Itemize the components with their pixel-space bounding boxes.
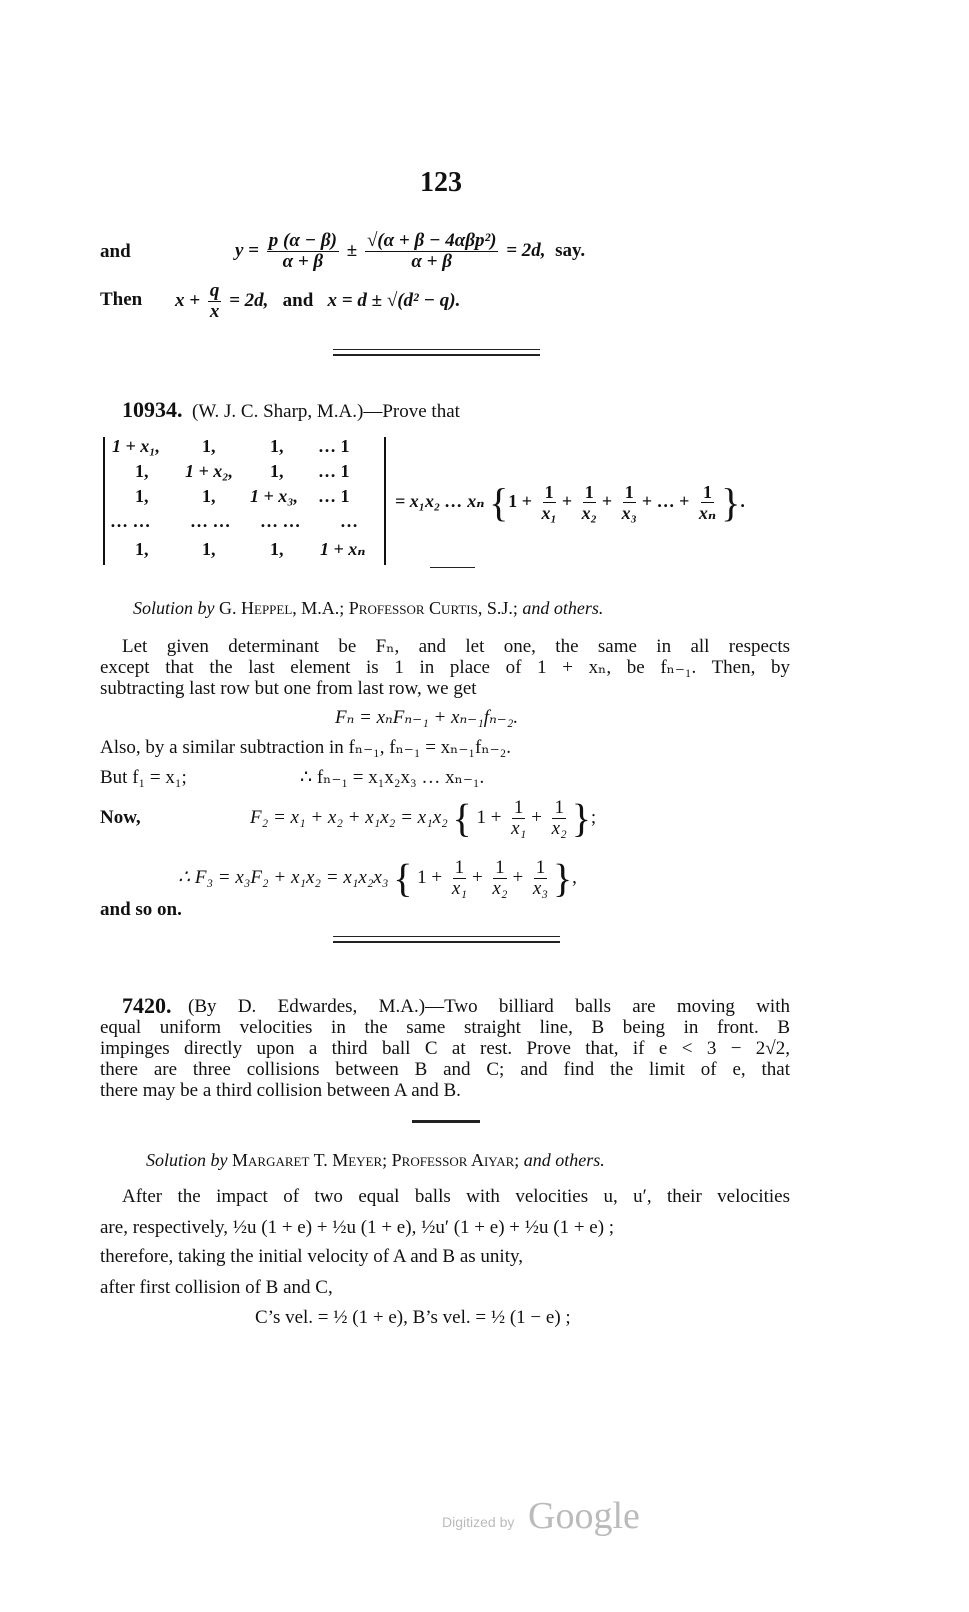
- text-now: Now,: [100, 807, 141, 828]
- right-brace: }: [571, 795, 591, 841]
- eq-part: y =: [235, 240, 260, 261]
- matrix-cell: … …: [260, 511, 301, 531]
- denominator: x: [209, 301, 220, 323]
- determinant-rhs: = x₁x₂ … xₙ {1 + $\frac{1}{\text{x₁}}$ + $\frac{1}{\text{x₂}}$ + $\frac{1}{\text{x₃}}$ + … + $\frac{1}{\text{xₙ}}$ }.: [395, 479, 745, 525]
- matrix-cell: 1,: [202, 539, 216, 559]
- paragraph-line: there are three collisions between B and C; and find the limit of e, that: [100, 1059, 790, 1080]
- short-rule: [412, 1120, 480, 1123]
- paragraph-line: subtracting last row but one from last row, we get: [100, 678, 477, 699]
- divider: [333, 941, 560, 943]
- matrix-cell: 1 + x₁,: [112, 436, 161, 456]
- matrix-cell: … 1: [318, 436, 350, 456]
- paragraph-line: impinges directly upon a third ball C at rest. Prove that, if e < 3 − 2√2,: [100, 1038, 790, 1059]
- question-number: 10934.: [122, 397, 183, 422]
- eq-part: +: [471, 867, 483, 888]
- denominator: x₃: [621, 503, 637, 524]
- matrix-cell: 1,: [202, 436, 216, 456]
- eq-part: = x₁x₂ … xₙ: [395, 491, 485, 511]
- denominator: x₁: [451, 878, 467, 900]
- matrix-cell: 1,: [270, 461, 284, 481]
- eq-part: ,: [572, 867, 577, 888]
- eq-part: x +: [175, 290, 201, 311]
- watermark-prefix: Digitized by: [442, 1514, 515, 1530]
- matrix-cell: … 1: [318, 486, 350, 506]
- numerator: 1: [495, 857, 505, 879]
- fraction: [365, 231, 499, 272]
- matrix-cell: … …: [190, 511, 231, 531]
- solution-by-7420: [146, 1149, 605, 1171]
- text-and: and: [100, 241, 131, 262]
- equation-fn: Fₙ = xₙFₙ₋₁ + xₙ₋₁fₙ₋₂.: [335, 707, 519, 728]
- matrix-cell: 1 + x₃,: [250, 486, 299, 506]
- equation-x: [175, 278, 460, 324]
- paragraph-line: are, respectively, ½u (1 + e) + ½u (1 + e), ½u′ (1 + e) + ½u (1 + e) ;: [100, 1217, 615, 1238]
- eq-part: + … +: [641, 491, 690, 511]
- determinant-right-bar: [384, 437, 386, 565]
- eq-part: 1 +: [508, 491, 533, 511]
- matrix-cell: … …: [110, 511, 151, 531]
- paragraph-line: after first collision of B and C,: [100, 1277, 333, 1298]
- and-others: and others.: [522, 598, 604, 618]
- text-then: Then: [100, 289, 143, 310]
- fraction: [267, 231, 339, 272]
- paragraph-line: there may be a third collision between A and B.: [100, 1080, 461, 1101]
- text-therefore: ∴ fₙ₋₁ = x₁x₂x₃ … xₙ₋₁.: [300, 767, 485, 788]
- matrix-cell: … 1: [318, 461, 350, 481]
- divider: [333, 349, 540, 350]
- matrix-cell: 1,: [135, 539, 149, 559]
- velocity-equation: C’s vel. = ½ (1 + e), B’s vel. = ½ (1 − e) ;: [255, 1307, 571, 1328]
- numerator: 1: [554, 797, 564, 819]
- matrix-cell: 1 + x₂,: [185, 461, 234, 481]
- denominator: x₂: [581, 503, 597, 524]
- and-others: and others.: [523, 1150, 605, 1170]
- matrix-cell: …: [340, 511, 358, 531]
- matrix-cell: 1,: [202, 486, 216, 506]
- numerator: q: [209, 280, 220, 302]
- numerator: 1: [454, 857, 465, 879]
- numerator: 1: [703, 482, 713, 503]
- eq-part: 1 +: [476, 807, 502, 828]
- left-brace: {: [452, 795, 472, 841]
- question-number: 7420.: [122, 993, 172, 1018]
- eq-part: = 2d,: [506, 240, 546, 261]
- matrix-cell: 1,: [135, 486, 149, 506]
- page-number: 123: [420, 167, 462, 198]
- denominator: xₙ: [698, 503, 717, 524]
- eq-part: ±: [346, 240, 358, 261]
- determinant: [110, 436, 380, 566]
- short-rule: [430, 567, 475, 568]
- equation-f3: [178, 855, 577, 901]
- eq-part: ;: [590, 807, 597, 828]
- paragraph-line: (By D. Edwardes, M.A.)—Two billiard balls are moving with: [188, 996, 790, 1017]
- denominator: x₁: [511, 818, 527, 840]
- eq-part: say.: [555, 240, 586, 261]
- paragraph-line: Let given determinant be Fₙ, and let one, the same in all respects: [122, 636, 790, 657]
- paragraph-line: equal uniform velocities in the same straight line, B being in front. B: [100, 1017, 790, 1038]
- text-also: Also, by a similar subtraction in fₙ₋₁, fₙ₋₁ = xₙ₋₁fₙ₋₂.: [100, 737, 511, 758]
- numerator: 1: [513, 797, 524, 819]
- denominator: x₁: [541, 503, 557, 524]
- watermark-logo: Google: [528, 1495, 640, 1537]
- denominator: α + β: [411, 251, 452, 273]
- matrix-cell: 1 + xₙ: [320, 539, 366, 559]
- solvers: Margaret T. Meyer; Professor Aiyar;: [232, 1150, 520, 1170]
- left-brace: {: [489, 479, 509, 525]
- numerator: p (α − β): [268, 230, 337, 252]
- eq-part: = 2d,: [229, 290, 269, 311]
- matrix-cell: 1,: [135, 461, 149, 481]
- determinant-left-bar: [103, 437, 105, 565]
- question-10934-header: [122, 399, 460, 423]
- eq-part: +: [531, 807, 542, 828]
- numerator: 1: [535, 857, 546, 879]
- fraction: [208, 281, 222, 322]
- eq-part: +: [561, 491, 573, 511]
- eq-part: +: [601, 491, 613, 511]
- denominator: x₂: [551, 818, 567, 840]
- text-but: But f₁ = x₁;: [100, 767, 187, 788]
- solution-label: Solution by: [133, 598, 215, 618]
- solution-by-10934: [133, 597, 603, 619]
- eq-part: +: [512, 867, 524, 888]
- paragraph-line: After the impact of two equal balls with velocities u, u′, their velocities: [122, 1186, 790, 1207]
- solution-label: Solution by: [146, 1150, 228, 1170]
- equation-f2: [250, 795, 596, 841]
- eq-part: 1 +: [417, 867, 443, 888]
- left-brace: {: [393, 855, 413, 901]
- paragraph-line: except that the last element is 1 in place of 1 + xₙ, be fₙ₋₁. Then, by: [100, 657, 790, 678]
- eq-part: F₂ = x₁ + x₂ + x₁x₂ = x₁x₂: [250, 807, 448, 828]
- question-author: (W. J. C. Sharp, M.A.)—Prove that: [192, 401, 460, 422]
- solvers: G. Heppel, M.A.; Professor Curtis, S.J.;: [219, 598, 518, 618]
- divider: [333, 354, 540, 356]
- numerator: 1: [544, 482, 554, 503]
- matrix-cell: 1,: [270, 436, 284, 456]
- eq-part: x = d ± √(d² − q).: [327, 290, 461, 311]
- right-brace: }: [552, 855, 573, 901]
- equation-y: [235, 228, 585, 274]
- numerator: √(α + β − 4αβp²): [366, 230, 497, 252]
- right-brace: }: [721, 479, 741, 525]
- denominator: α + β: [282, 251, 324, 273]
- paragraph-line: therefore, taking the initial velocity of A and B as unity,: [100, 1246, 524, 1267]
- eq-part: and: [282, 290, 314, 311]
- text-and-so-on: and so on.: [100, 899, 182, 920]
- denominator: x₃: [532, 878, 548, 900]
- matrix-cell: 1,: [270, 539, 284, 559]
- numerator: 1: [584, 482, 594, 503]
- denominator: x₂: [492, 878, 508, 900]
- eq-part: ∴ F₃ = x₃F₂ + x₁x₂ = x₁x₂x₃: [178, 867, 389, 888]
- divider: [333, 936, 560, 937]
- numerator: 1: [624, 482, 634, 503]
